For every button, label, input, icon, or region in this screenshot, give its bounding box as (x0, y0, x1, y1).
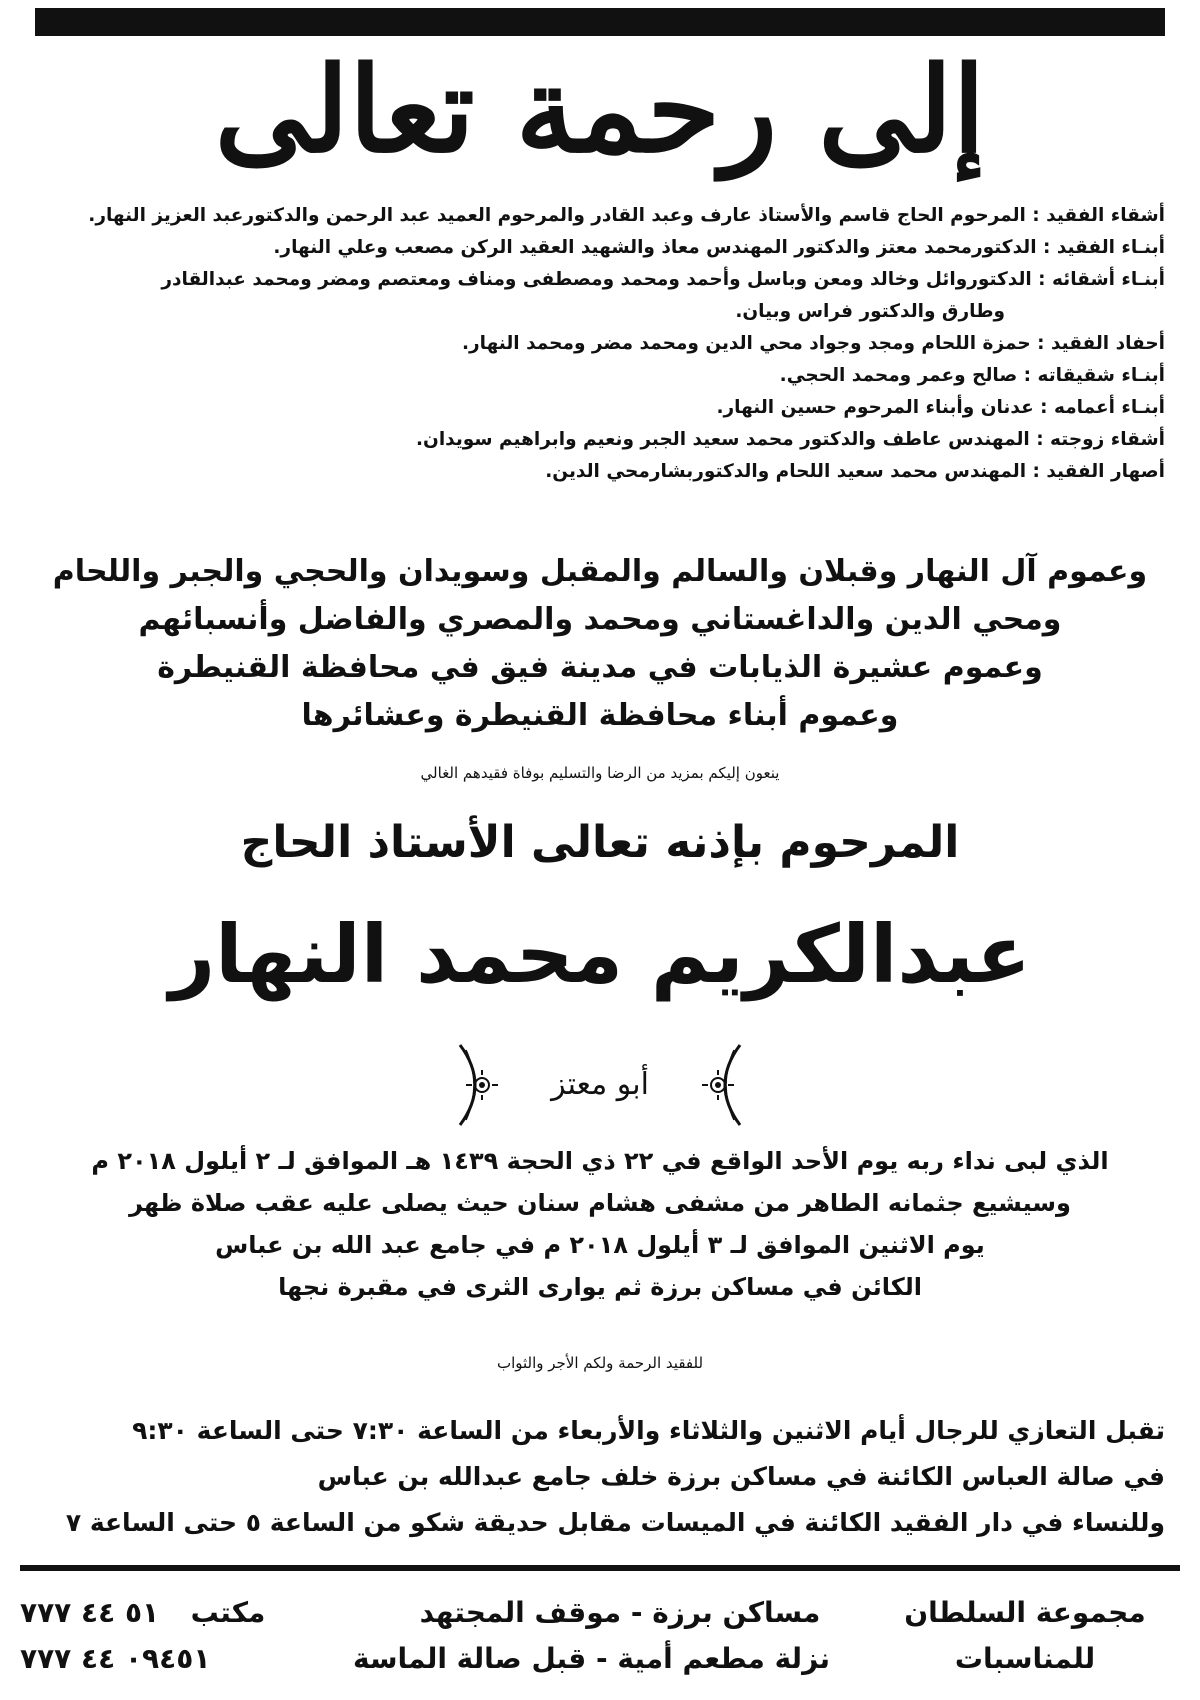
mobile-phone-row (20, 1636, 350, 1682)
death-details-line: الذي لبى نداء ربه يوم الأحد الواقع في ٢٢ ذي الحجة ١٤٣٩ هـ الموافق لـ ٢ أيلول ٢٠١٨ م (91, 1147, 1109, 1175)
death-details-line: الكائن في مساكن برزة ثم يوارى الثرى في مقبرة نجها (278, 1273, 922, 1301)
families-line: وعموم أبناء محافظة القنيطرة وعشائرها (301, 698, 899, 733)
address-line: نزلة مطعم أمية - قبل صالة الماسة (353, 1642, 830, 1675)
death-details-block (20, 1140, 1180, 1308)
condolences-line: في صالة العباس الكائنة في مساكن برزة خلف جامع عبدالله بن عباس (317, 1462, 1165, 1491)
obituary-headline: إلى رحمة تعالى (214, 40, 986, 179)
condolences-block (35, 1408, 1165, 1546)
office-phone-row (20, 1590, 350, 1636)
mourning-line: ينعون إليكم بمزيد من الرضا والتسليم بوفاة فقيدهم الغالي (420, 764, 780, 782)
relatives-line: أبنـاء الفقيد : الدكتورمحمد معتز والدكتور المهندس معاذ والشهيد العقيد الركن مصعب وعلي النهار. (273, 237, 1165, 258)
families-block (20, 548, 1180, 740)
deceased-title: المرحوم بإذنه تعالى الأستاذ الحاج (240, 817, 960, 868)
relatives-line: أشقاء زوجته : المهندس عاطف والدكتور محمد سعيد الجبر ونعيم وابراهيم سويدان. (416, 429, 1165, 450)
relatives-line: أبنـاء شقيقاته : صالح وعمر ومحمد الحجي. (779, 365, 1165, 386)
condolences-line: تقبل التعازي للرجال أيام الاثنين والثلاثاء والأربعاء من الساعة ٧:٣٠ حتى الساعة ٩:٣٠ (132, 1416, 1165, 1445)
footer-divider (20, 1565, 1180, 1571)
organizer-tagline: للمناسبات (954, 1642, 1096, 1675)
families-line: وعموم آل النهار وقبلان والسالم والمقبل وسويدان والحجي والجبر واللحام (52, 554, 1148, 589)
footer-organizer (875, 1590, 1175, 1682)
footer-address (353, 1590, 830, 1682)
relatives-line-continuation: وطارق والدكتور فراس وبيان. (735, 301, 1005, 322)
relatives-line: أشقاء الفقيد : المرحوم الحاج قاسم والأستاذ عارف وعبد القادر والمرحوم العميد عبد الرحمن والدكتورعبد العزيز النهار. (88, 205, 1165, 226)
footer (0, 1590, 1200, 1700)
death-details-line: يوم الاثنين الموافق لـ ٣ أيلول ٢٠١٨ م في جامع عبد الله بن عباس (215, 1231, 985, 1259)
mobile-phone-number[interactable]: ٠٩٤٥١ ٤٤ ٧٧٧ (20, 1642, 211, 1675)
condolences-line: وللنساء في دار الفقيد الكائنة في الميسات مقابل حديقة شكو من الساعة ٥ حتى الساعة ٧ (65, 1508, 1165, 1537)
relatives-list (25, 200, 1165, 488)
office-phone-number[interactable]: ٥١ ٤٤ ٧٧٧ (20, 1596, 160, 1629)
deceased-kunya: أبو معتز (551, 1067, 649, 1102)
relatives-line: أحفاد الفقيد : حمزة اللحام ومجد وجواد محي الدين ومحمد مضر ومحمد النهار. (461, 333, 1165, 354)
ornament-right-icon (700, 1040, 760, 1130)
relatives-line: أبنـاء أشقائه : الدكتوروائل وخالد ومعن وباسل وأحمد ومحمد ومصطفى ومناف ومعتصم ومضر ومحمد عبدالقادر (161, 269, 1165, 290)
prayer-line: للفقيد الرحمة ولكم الأجر والثواب (496, 1354, 704, 1372)
organizer-name: مجموعة السلطان (904, 1596, 1146, 1629)
relatives-line: أبنـاء أعمامه : عدنان وأبناء المرحوم حسين النهار. (716, 397, 1165, 418)
relatives-line: أصهار الفقيد : المهندس محمد سعيد اللحام والدكتوربشارمحي الدين. (545, 461, 1165, 482)
address-line: مساكن برزة - موقف المجتهد (419, 1596, 821, 1629)
office-label: مكتب (190, 1596, 266, 1629)
ornament-left-icon (440, 1040, 500, 1130)
death-details-line: وسيشيع جثمانه الطاهر من مشفى هشام سنان حيث يصلى عليه عقب صلاة ظهر (129, 1189, 1071, 1217)
top-black-bar (35, 8, 1165, 36)
footer-phones (20, 1590, 350, 1682)
families-line: ومحي الدين والداغستاني ومحمد والمصري والفاضل وأنسبائهم (138, 602, 1062, 637)
deceased-name: عبدالكريم محمد النهار (169, 908, 1031, 1001)
families-line: وعموم عشيرة الذيابات في مدينة فيق في محافظة القنيطرة (157, 650, 1043, 685)
